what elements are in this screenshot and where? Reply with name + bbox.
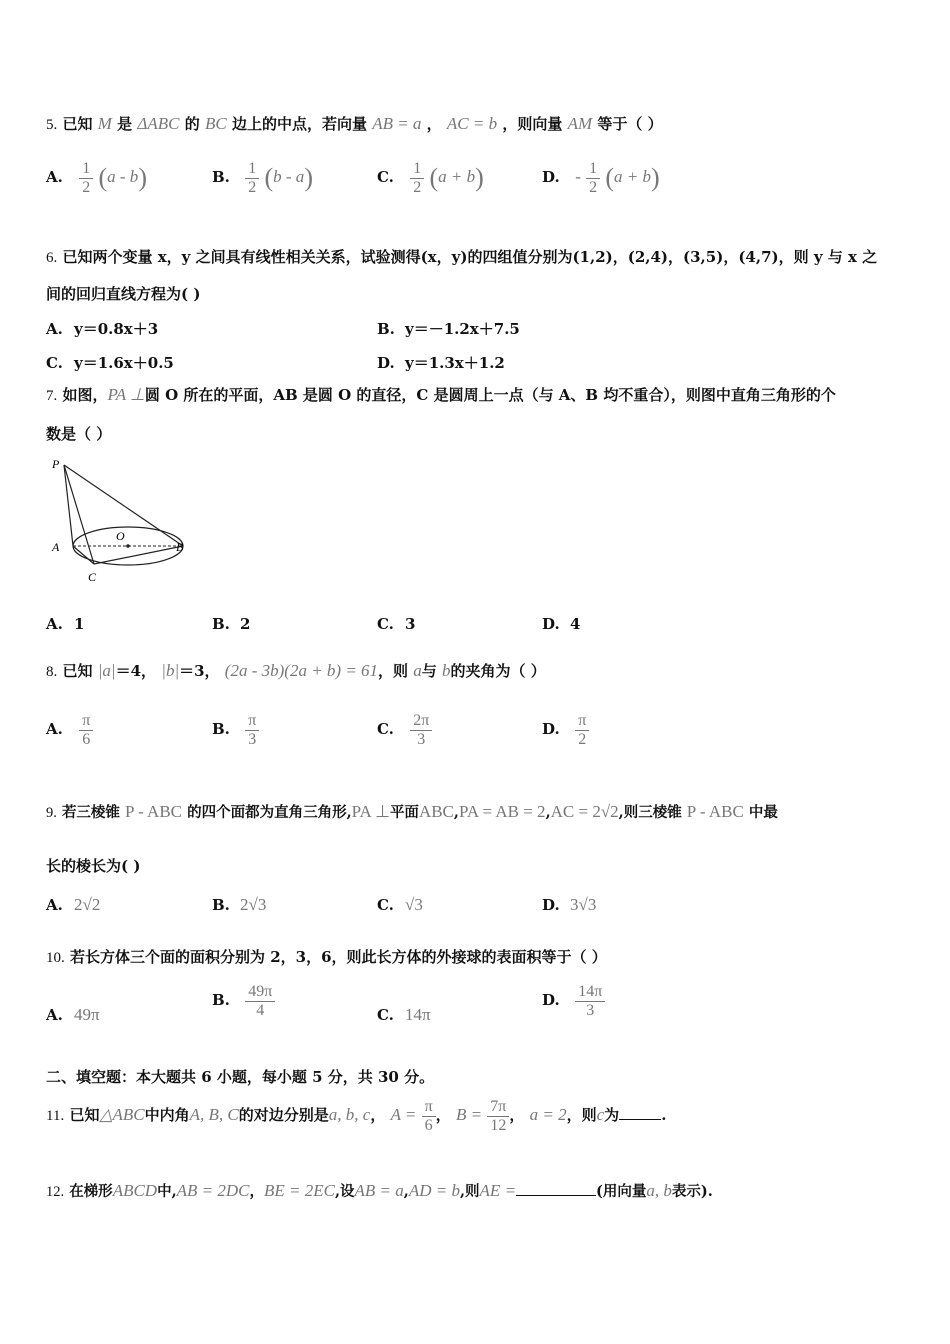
math: A =	[390, 1105, 417, 1125]
option-label: A.	[46, 615, 63, 633]
q9-option-a[interactable]	[46, 895, 100, 915]
question-text: 已知两个变量 x，y 之间具有线性相关关系，试验测得(x，y)的四组值分别为(1,2)，(2,4)，(3,5)，(4,7)，则 y 与 x 之	[62, 248, 878, 266]
text: 中最	[748, 804, 778, 821]
question-10	[46, 946, 607, 967]
paren: )	[475, 163, 484, 193]
numerator: π	[422, 1098, 436, 1117]
q8-option-b[interactable]	[212, 712, 259, 748]
option-text: 3	[405, 615, 416, 633]
text: ，	[435, 1106, 451, 1125]
section-heading: 二、填空题：本大题共 6 小题，每小题 5 分，共 30 分。	[46, 1068, 435, 1086]
paren: (	[264, 163, 274, 193]
text: 等于（ ）	[597, 115, 663, 133]
question-12	[46, 1180, 713, 1201]
math: AE =	[479, 1181, 517, 1200]
cone-diagram	[42, 455, 202, 590]
question-number: 6.	[46, 250, 58, 266]
paren: )	[651, 163, 660, 193]
math: M	[97, 114, 112, 133]
edge-bc	[94, 546, 183, 564]
option-text: 1	[74, 615, 85, 633]
text: 的	[184, 115, 200, 133]
q9-option-c[interactable]	[377, 895, 423, 915]
expression: a + b	[614, 167, 652, 187]
math: AD = b	[408, 1181, 460, 1200]
text: 中,	[157, 1183, 177, 1200]
denominator: 4	[256, 1001, 265, 1019]
q5-option-a[interactable]	[46, 160, 147, 196]
question-number: 8.	[46, 664, 58, 680]
q7-option-d[interactable]	[542, 615, 580, 633]
text: 是	[117, 115, 133, 133]
paren: (	[429, 163, 439, 193]
question-9-line2	[46, 855, 140, 876]
text: 表示).	[671, 1183, 713, 1200]
fraction	[245, 160, 259, 196]
fraction	[410, 712, 432, 748]
numerator: 1	[410, 160, 424, 179]
text: 已知	[62, 115, 93, 133]
option-text: 3√3	[570, 895, 597, 914]
question-number: 12.	[46, 1184, 65, 1200]
option-label: C.	[377, 168, 394, 187]
option-text: 2√2	[74, 895, 101, 914]
option-label: B.	[212, 615, 230, 633]
answer-blank[interactable]	[619, 1105, 661, 1120]
text: ，	[370, 1106, 386, 1125]
fraction	[79, 160, 93, 196]
numerator: π	[245, 712, 259, 731]
question-6-line2	[46, 283, 200, 304]
text: 为	[604, 1106, 620, 1125]
fraction	[410, 160, 424, 196]
math: a, b	[646, 1181, 672, 1200]
q9-option-b[interactable]	[212, 895, 266, 915]
edge-pc	[64, 465, 94, 564]
option-text: y＝－1.2x＋7.5	[405, 320, 520, 338]
denominator: 12	[490, 1116, 507, 1134]
fraction	[245, 712, 259, 748]
question-6	[46, 246, 877, 267]
option-label: D.	[542, 896, 560, 914]
math: A, B, C	[189, 1105, 239, 1125]
math: a	[413, 661, 422, 680]
text: .	[661, 1106, 667, 1125]
math: BC	[204, 114, 227, 133]
math: AC = 2√2	[550, 802, 619, 821]
geometry-figure	[42, 455, 202, 594]
q5-option-b[interactable]	[212, 160, 313, 196]
option-label: D.	[542, 991, 560, 1010]
text: ,	[453, 804, 459, 821]
text: ,	[545, 804, 551, 821]
option-label: C.	[46, 354, 63, 372]
question-number: 9.	[46, 805, 57, 821]
option-text: y＝1.3x＋1.2	[405, 354, 505, 372]
numerator: 49π	[245, 983, 275, 1002]
math: PA ⊥	[107, 385, 145, 404]
question-number: 10.	[46, 950, 65, 966]
q7-option-c[interactable]	[377, 615, 415, 633]
q5-option-d[interactable]	[542, 160, 660, 196]
q9-option-d[interactable]	[542, 895, 596, 915]
math: a, b, c	[328, 1105, 371, 1125]
text: 平面	[389, 804, 419, 821]
denominator: 3	[248, 730, 257, 748]
math: PA = AB = 2	[458, 802, 546, 821]
denominator: 2	[578, 730, 587, 748]
text: (用向量	[596, 1183, 647, 1200]
text: 在梯形	[69, 1183, 113, 1200]
option-label: A.	[46, 896, 63, 914]
option-label: A.	[46, 168, 63, 187]
q5-option-c[interactable]	[377, 160, 484, 196]
q10-option-b[interactable]	[212, 983, 275, 1019]
option-text: 2√3	[240, 895, 267, 914]
option-label: B.	[212, 720, 230, 739]
text: ,则	[459, 1183, 480, 1200]
numerator: 1	[586, 160, 600, 179]
label-b: B	[176, 540, 184, 554]
option-label: A.	[46, 720, 63, 739]
text: ，	[426, 115, 442, 133]
math: a = 2	[529, 1105, 567, 1125]
denominator: 3	[586, 1001, 595, 1019]
fraction-a	[422, 1098, 436, 1134]
math: AB = a	[372, 114, 422, 133]
numerator: 1	[79, 160, 93, 179]
q10-option-a[interactable]	[46, 1005, 100, 1025]
math: P - ABC	[125, 802, 183, 821]
math: AB = 2DC	[176, 1181, 250, 1200]
text: ，	[249, 1183, 264, 1200]
option-label: B.	[212, 991, 230, 1010]
math: AB = a	[354, 1181, 404, 1200]
math: PA ⊥	[351, 802, 390, 821]
text: ,则三棱锥	[618, 804, 682, 821]
label-p: P	[52, 457, 60, 471]
numerator: 14π	[575, 983, 605, 1002]
denominator: 6	[424, 1116, 433, 1134]
q6-option-c[interactable]	[46, 352, 174, 373]
option-label: D.	[542, 615, 560, 633]
option-text: √3	[405, 895, 423, 914]
option-text: y＝1.6x＋0.5	[74, 354, 174, 372]
math: BE = 2EC	[264, 1181, 335, 1200]
math: △ABC	[99, 1105, 145, 1125]
option-label: A.	[46, 320, 63, 338]
option-label: C.	[377, 1006, 394, 1024]
math: b	[442, 661, 451, 680]
text: 中内角	[144, 1106, 190, 1125]
option-label: D.	[542, 720, 560, 739]
center-o	[126, 544, 130, 548]
denominator: 2	[413, 178, 422, 196]
question-number: 11.	[46, 1108, 65, 1125]
option-label: D.	[542, 168, 560, 187]
fraction	[245, 983, 275, 1019]
math: ΔABC	[137, 114, 180, 133]
option-label: C.	[377, 615, 394, 633]
numerator: 2π	[410, 712, 432, 731]
text: ＝3，	[179, 662, 220, 680]
text: 的四个面都为直角三角形,	[187, 804, 352, 821]
question-5	[46, 113, 663, 134]
paren: (	[605, 163, 615, 193]
math: |a|	[97, 661, 116, 680]
edge-pa	[64, 465, 73, 546]
question-text: 间的回归直线方程为( )	[46, 285, 201, 303]
q10-option-d[interactable]	[542, 983, 605, 1019]
denominator: 6	[82, 730, 91, 748]
question-text: 数是（ ）	[46, 425, 112, 443]
math: B =	[455, 1105, 483, 1125]
option-text: 49π	[74, 1005, 100, 1024]
text: ＝4，	[115, 662, 157, 680]
denominator: 2	[589, 178, 598, 196]
expression: a + b	[438, 167, 476, 187]
text: ,	[403, 1183, 409, 1200]
text: ,设	[334, 1183, 355, 1200]
option-label: B.	[377, 320, 395, 338]
option-label: A.	[46, 1006, 63, 1024]
question-7-line2	[46, 423, 111, 444]
question-11	[46, 1098, 666, 1134]
label-o: O	[116, 529, 125, 543]
math: ABC	[418, 802, 454, 821]
paren: )	[304, 163, 313, 193]
math: ABCD	[112, 1181, 158, 1200]
q6-option-b[interactable]	[377, 318, 520, 339]
numerator: 1	[245, 160, 259, 179]
denominator: 2	[82, 178, 91, 196]
text: 若三棱锥	[61, 804, 120, 821]
fraction-b	[487, 1098, 509, 1134]
math: P - ABC	[686, 802, 744, 821]
question-9	[46, 801, 778, 822]
question-text: 若长方体三个面的面积分别为 2，3，6，则此长方体的外接球的表面积等于（ ）	[69, 948, 607, 966]
numerator: π	[79, 712, 93, 731]
q8-option-c[interactable]	[377, 712, 432, 748]
numerator: π	[575, 712, 589, 731]
q8-option-a[interactable]	[46, 712, 93, 748]
question-number: 7.	[46, 388, 58, 404]
text: ，	[509, 1106, 525, 1125]
sign: -	[575, 167, 581, 187]
paren: (	[98, 163, 108, 193]
fraction	[586, 160, 600, 196]
option-label: C.	[377, 896, 394, 914]
text: 的夹角为（ ）	[450, 662, 546, 680]
paren: )	[138, 163, 147, 193]
text: ，则向量	[502, 115, 563, 133]
expression: b - a	[273, 167, 305, 187]
text: 圆 O 所在的平面，AB 是圆 O 的直径，C 是圆周上一点（与 A、B 均不重合），则图中直角三角形的个	[144, 386, 836, 404]
option-text: 4	[570, 615, 581, 633]
math: AM	[567, 114, 593, 133]
expression: a - b	[107, 167, 139, 187]
option-text: y＝0.8x＋3	[74, 320, 159, 338]
text: 已知	[69, 1106, 100, 1125]
label-a: A	[52, 540, 60, 554]
text: 如图，	[62, 386, 108, 404]
text: ，则	[566, 1106, 597, 1125]
denominator: 2	[248, 178, 257, 196]
denominator: 3	[417, 730, 426, 748]
fraction	[79, 712, 93, 748]
label-c: C	[88, 570, 97, 584]
text: 已知	[62, 662, 93, 680]
fraction	[575, 983, 605, 1019]
text: 的对边分别是	[238, 1106, 329, 1125]
math: (2a - 3b)(2a + b) = 61	[224, 661, 379, 680]
option-label: C.	[377, 720, 394, 739]
option-label: B.	[212, 896, 230, 914]
option-label: B.	[212, 168, 230, 187]
option-text: 2	[240, 615, 251, 633]
q6-option-a[interactable]	[46, 318, 158, 339]
option-text: 14π	[405, 1005, 431, 1024]
math: AC = b	[446, 114, 498, 133]
q10-option-c[interactable]	[377, 1005, 431, 1025]
q8-option-d[interactable]	[542, 712, 589, 748]
option-label: D.	[377, 354, 395, 372]
question-number: 5.	[46, 117, 58, 133]
math: |b|	[161, 661, 180, 680]
text: 与	[421, 662, 437, 680]
text: 边上的中点，若向量	[231, 115, 367, 133]
text: ，则	[378, 662, 409, 680]
math: c	[596, 1105, 605, 1125]
q6-option-d[interactable]	[377, 352, 505, 373]
question-text: 长的棱长为( )	[46, 857, 141, 875]
q7-option-a[interactable]	[46, 615, 84, 633]
answer-blank[interactable]	[516, 1181, 596, 1196]
fraction	[575, 712, 589, 748]
question-7	[46, 384, 836, 405]
question-8	[46, 660, 546, 681]
numerator: 7π	[487, 1098, 509, 1117]
q7-option-b[interactable]	[212, 615, 250, 633]
